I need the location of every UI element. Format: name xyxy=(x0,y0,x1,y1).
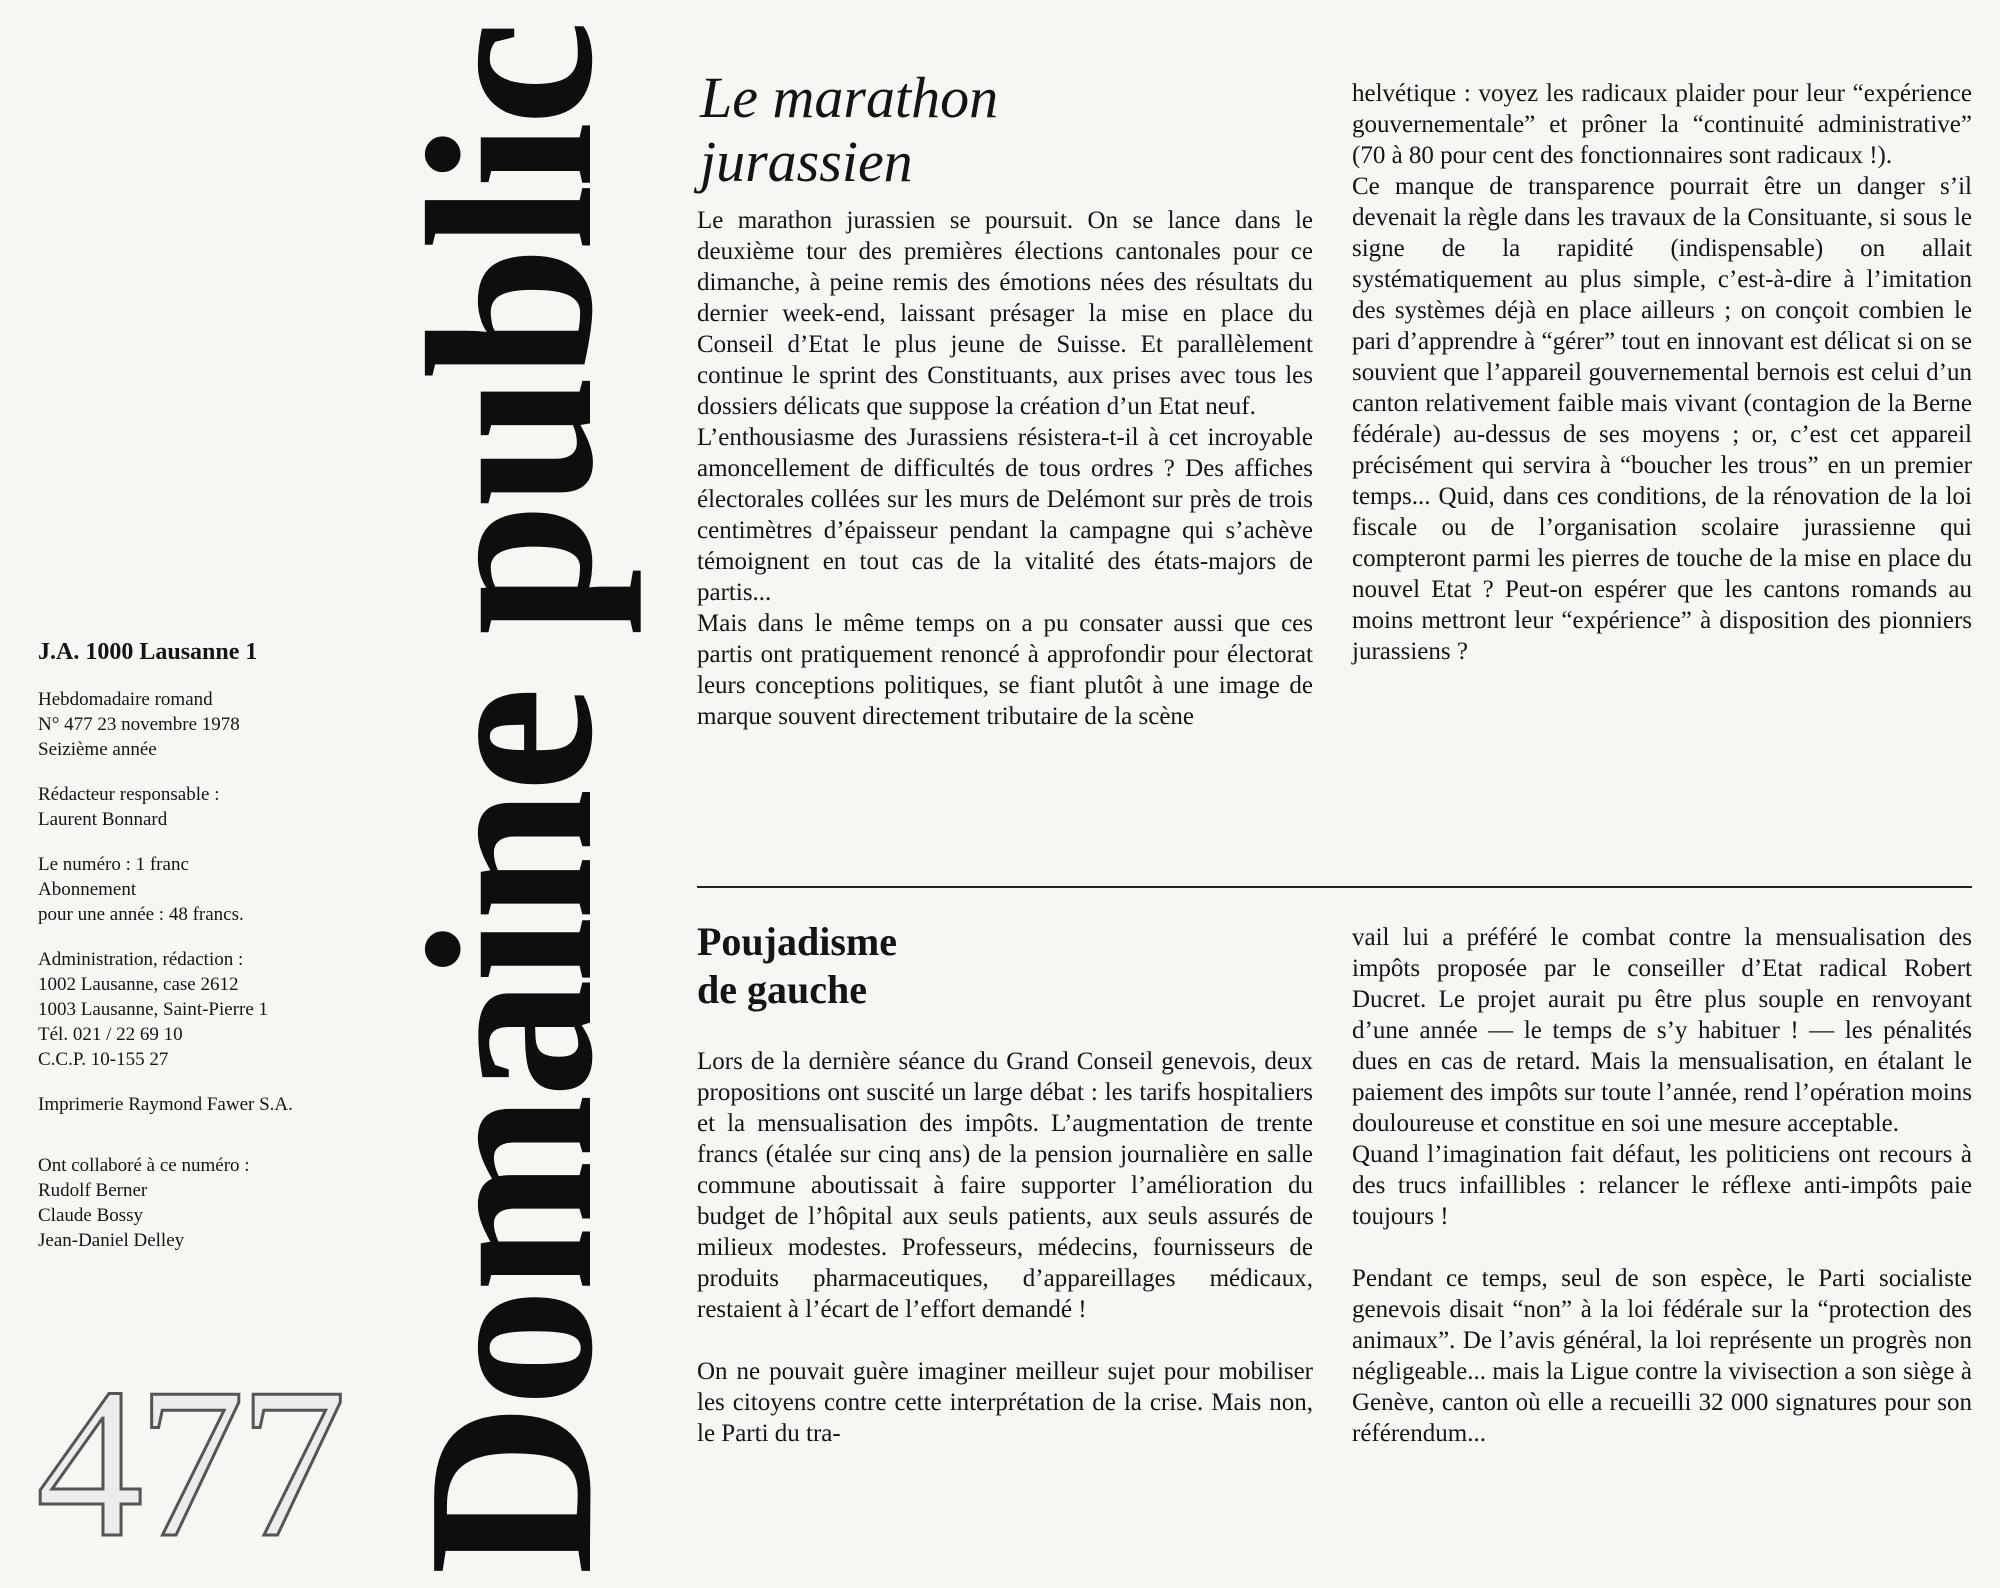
article2-column-2 xyxy=(1352,922,1972,1449)
article1-title-line1: Le marathon xyxy=(700,65,999,130)
info-block-price xyxy=(38,852,398,927)
info-line: Ont collaboré à ce numéro : xyxy=(38,1155,250,1176)
publication-info xyxy=(38,640,398,1273)
article2-title-line1: Poujadisme xyxy=(697,919,897,964)
paragraph: Ce manque de transparence pourrait être un danger s’il devenait la règle dans les travaux de la Consituante, si sous le signe de la rapidité (indispensable) on allait systématiquement au plus simple, c’est-à-dire à l’imitation des systèmes déjà en place ailleurs ; on conçoit combien le pari d’apprendre à “gérer” tout en innovant est délicat si on se souvient que l’appareil gouvernemental bernois est celui d’un canton relativement faible mais vivant (contagion de la Berne fédérale) au-dessus de ses moyens ; or, c’est cet appareil précisément qui servira à “boucher les trous” en un premier temps... Quid, dans ces conditions, de la rénovation de la loi fiscale ou de l’organisation scolaire jurassienne qui compteront parmi les pierres de touche de la mise en place du nouvel Etat ? Peut-on espérer que les cantons romands au moins mettront leur “expérience” à disposition des pionniers jurassiens ? xyxy=(1352,173,1972,665)
info-line: Hebdomadaire romand xyxy=(38,689,213,710)
info-block-contributors xyxy=(38,1153,398,1253)
paragraph: L’enthousiasme des Jurassiens résistera-t-il à cet incroyable amoncellement de difficultés de tous ordres ? Des affiches électorales collées sur les murs de Delémont sur près de trois centimètres d’épaisseur pendant la campagne qui s’achève témoignent en tout cas de la vitalité des états-majors de partis... xyxy=(697,424,1313,606)
article-divider xyxy=(697,886,1972,888)
article2-headline xyxy=(697,918,1297,1014)
postal-line: J.A. 1000 Lausanne 1 xyxy=(38,639,258,665)
info-line: Seizième année xyxy=(38,739,157,760)
info-line: 1003 Lausanne, Saint-Pierre 1 xyxy=(38,999,269,1020)
info-line: Imprimerie Raymond Fawer S.A. xyxy=(38,1094,293,1115)
info-line: Claude Bossy xyxy=(38,1205,144,1226)
paragraph: Quand l’imagination fait défaut, les politiciens ont recours à des trucs infaillibles : relancer le réflexe anti-impôts paie toujours ! xyxy=(1352,1141,1972,1230)
info-line: Le numéro : 1 franc xyxy=(38,854,189,875)
paragraph-gap xyxy=(697,1325,1313,1356)
article2-column-1 xyxy=(697,1046,1313,1449)
article1-title-line2: jurassien xyxy=(700,129,913,194)
paragraph: helvétique : voyez les radicaux plaider pour leur “expérience gouvernementale” et prôner la “continuité administrative” (70 à 80 pour cent des fonctionnaires sont radicaux !). xyxy=(1352,80,1972,169)
info-block-editor xyxy=(38,782,398,832)
info-line: Jean-Daniel Delley xyxy=(38,1230,185,1251)
article1-column-2 xyxy=(1352,78,1972,667)
paragraph: Lors de la dernière séance du Grand Conseil genevois, deux propositions ont suscité un large débat : les tarifs hospitaliers et la mensualisation des impôts. L’augmentation de trente francs (étalée sur cinq ans) de la pension journalière en salle commune aboutissait à faire supporter l’amélioration du budget de l’hôpital aux seuls patients, aux seuls assurés de milieux modestes. Professeurs, médecins, fournisseurs de produits pharmaceutiques, d’appareillages médicaux, restaient à l’écart de l’effort demandé ! xyxy=(697,1048,1313,1323)
info-line: Laurent Bonnard xyxy=(38,809,168,830)
info-line: 1002 Lausanne, case 2612 xyxy=(38,974,239,995)
article1-column-1 xyxy=(697,205,1313,732)
info-block-printer xyxy=(38,1092,398,1117)
article1-headline xyxy=(700,66,1300,194)
info-block-administration xyxy=(38,947,398,1072)
paragraph: Pendant ce temps, seul de son espèce, le Parti socialiste genevois disait “non” à la loi fédérale sur la “protection des animaux”. De l’avis général, la loi représente un progrès non négligeable... mais la Ligue contre la vivisection a son siège à Genève, canton où elle a recueilli 32 000 signatures pour son référendum... xyxy=(1352,1265,1972,1447)
info-line: pour une année : 48 francs. xyxy=(38,904,244,925)
info-line: C.C.P. 10-155 27 xyxy=(38,1049,169,1070)
info-line: Tél. 021 / 22 69 10 xyxy=(38,1024,183,1045)
paragraph: Le marathon jurassien se poursuit. On se lance dans le deuxième tour des premières élections cantonales pour ce dimanche, à peine remis des émotions nées des résultats du dernier week-end, laissant présager la mise en place du Conseil d’Etat le plus jeune de Suisse. Et parallèlement continue le sprint des Constituants, aux prises avec tous les dossiers délicats que suppose la création d’un Etat neuf. xyxy=(697,207,1313,420)
info-line: Rudolf Berner xyxy=(38,1180,148,1201)
paragraph-gap xyxy=(1352,1232,1972,1263)
masthead-title: Domaine public xyxy=(379,24,642,1575)
info-line: Rédacteur responsable : xyxy=(38,784,220,805)
issue-number: 477 xyxy=(36,1343,341,1582)
article2-title-line2: de gauche xyxy=(697,967,867,1012)
info-block-publication xyxy=(38,687,398,762)
paragraph: On ne pouvait guère imaginer meilleur sujet pour mobiliser les citoyens contre cette interprétation de la crise. Mais non, le Parti du tra- xyxy=(697,1358,1313,1447)
info-line: Administration, rédaction : xyxy=(38,949,244,970)
paragraph: vail lui a préféré le combat contre la mensualisation des impôts proposée par le conseiller d’Etat radical Robert Ducret. Le projet aurait pu être plus souple en renvoyant d’une année — le temps de s’y habituer ! — les pénalités dues en cas de retard. Mais la mensualisation, en étalant le paiement des impôts sur toute l’année, rend l’opération moins douloureuse et constitue en soi une mesure acceptable. xyxy=(1352,924,1972,1137)
paragraph: Mais dans le même temps on a pu consater aussi que ces partis ont pratiquement renoncé à approfondir pour électorat leurs conceptions politiques, se fiant plutôt à une image de marque souvent directement tributaire de la scène xyxy=(697,610,1313,730)
info-line: Abonnement xyxy=(38,879,137,900)
info-line: N° 477 23 novembre 1978 xyxy=(38,714,240,735)
